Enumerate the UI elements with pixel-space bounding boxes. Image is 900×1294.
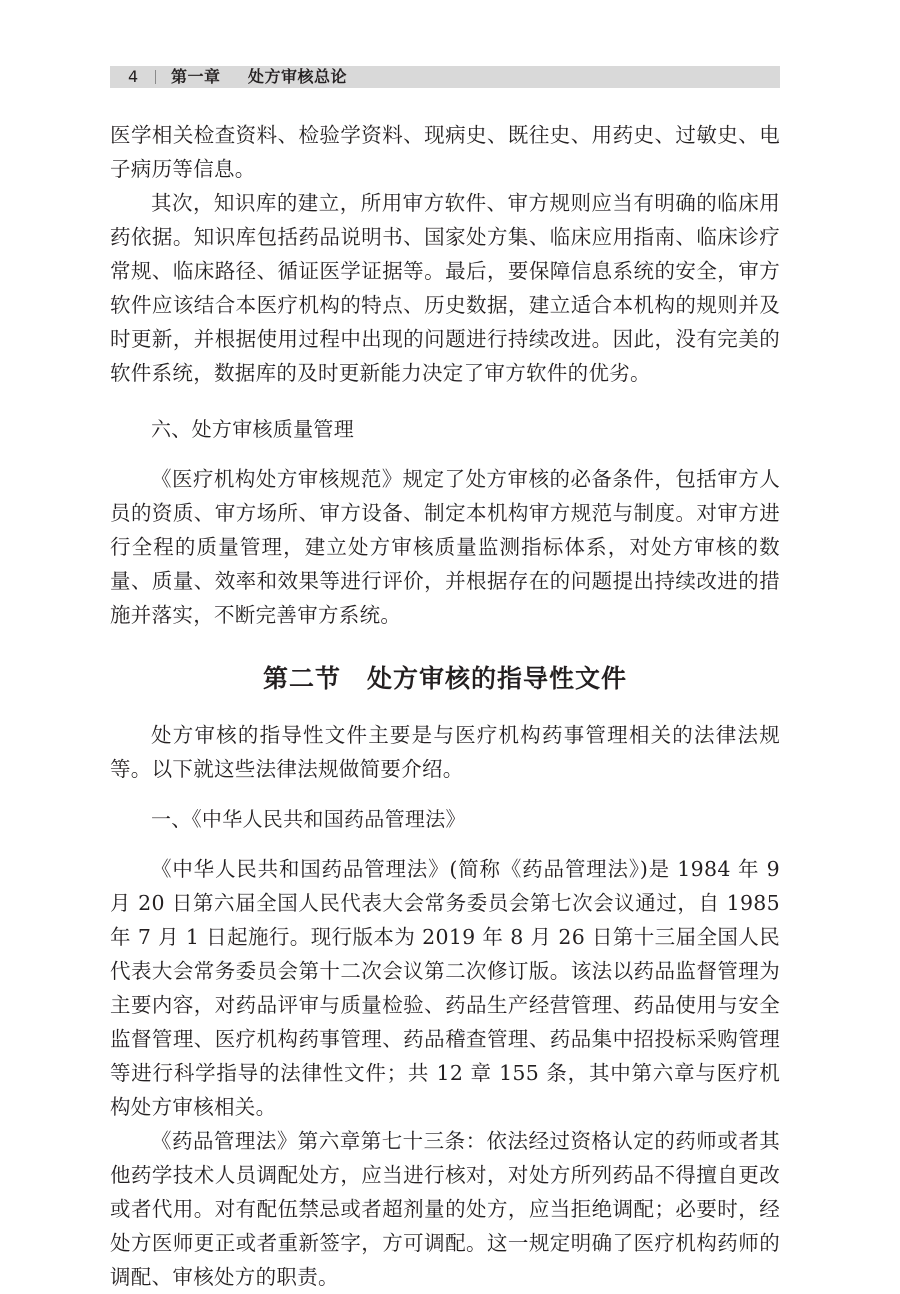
heading-quality-management: 六、处方审核质量管理: [151, 417, 354, 441]
header-divider: [155, 70, 156, 84]
paragraph-article-73: 《药品管理法》第六章第七十三条：依法经过资格认定的药师或者其他药学技术人员调配处方，应当进行核对，对处方所列药品不得擅自更改或者代用。对有配伍禁忌或者超剂量的处方，应当拒绝调配；必要时，经处方医师更正或者重新签字，方可调配。这一规定明确了医疗机构药师的调配、审核处方的职责。: [110, 1129, 780, 1289]
paragraph-continuation: 医学相关检查资料、检验学资料、现病史、既往史、用药史、过敏史、电子病历等信息。: [110, 123, 780, 181]
running-header: [110, 66, 780, 88]
section-title: 第二节 处方审核的指导性文件: [262, 664, 627, 693]
paragraph-drug-law-overview: 《中华人民共和国药品管理法》(简称《药品管理法》)是 1984 年 9 月 20 日第六届全国人民代表大会常务委员会第七次会议通过，自 1985 年 7 月 1 日起施行。现行版本为 2019 年 8 月 26 日第十三届全国人民代表大会常务委员会第十二次会议第二次修订版。该法以药品监督管理为主要内容，对药品评审与质量检验、药品生产经营管理、药品使用与安全监督管理、医疗机构药事管理、药品稽查管理、药品集中招投标采购管理等进行科学指导的法律性文件；共 12 章 155 条，其中第六章与医疗机构处方审核相关。: [110, 857, 780, 1119]
paragraph-quality-management: 《医疗机构处方审核规范》规定了处方审核的必备条件，包括审方人员的资质、审方场所、审方设备、制定本机构审方规范与制度。对审方进行全程的质量管理，建立处方审核质量监测指标体系，对处方审核的数量、质量、效率和效果等进行评价，并根据存在的问题提出持续改进的措施并落实，不断完善审方系统。: [110, 467, 780, 627]
paragraph-section-intro: 处方审核的指导性文件主要是与医疗机构药事管理相关的法律法规等。以下就这些法律法规做简要介绍。: [110, 723, 780, 781]
page-number: 4: [128, 67, 139, 86]
heading-drug-administration-law: 一、《中华人民共和国药品管理法》: [151, 807, 466, 831]
chapter-title: 处方审核总论: [248, 67, 348, 86]
page-body: [110, 118, 780, 1294]
paragraph-knowledge-base: 其次，知识库的建立，所用审方软件、审方规则应当有明确的临床用药依据。知识库包括药品说明书、国家处方集、临床应用指南、临床诊疗常规、临床路径、循证医学证据等。最后，要保障信息系统的安全，审方软件应该结合本医疗机构的特点、历史数据，建立适合本机构的规则并及时更新，并根据使用过程中出现的问题进行持续改进。因此，没有完美的软件系统，数据库的及时更新能力决定了审方软件的优劣。: [110, 191, 780, 385]
chapter-label: 第一章: [171, 67, 221, 86]
